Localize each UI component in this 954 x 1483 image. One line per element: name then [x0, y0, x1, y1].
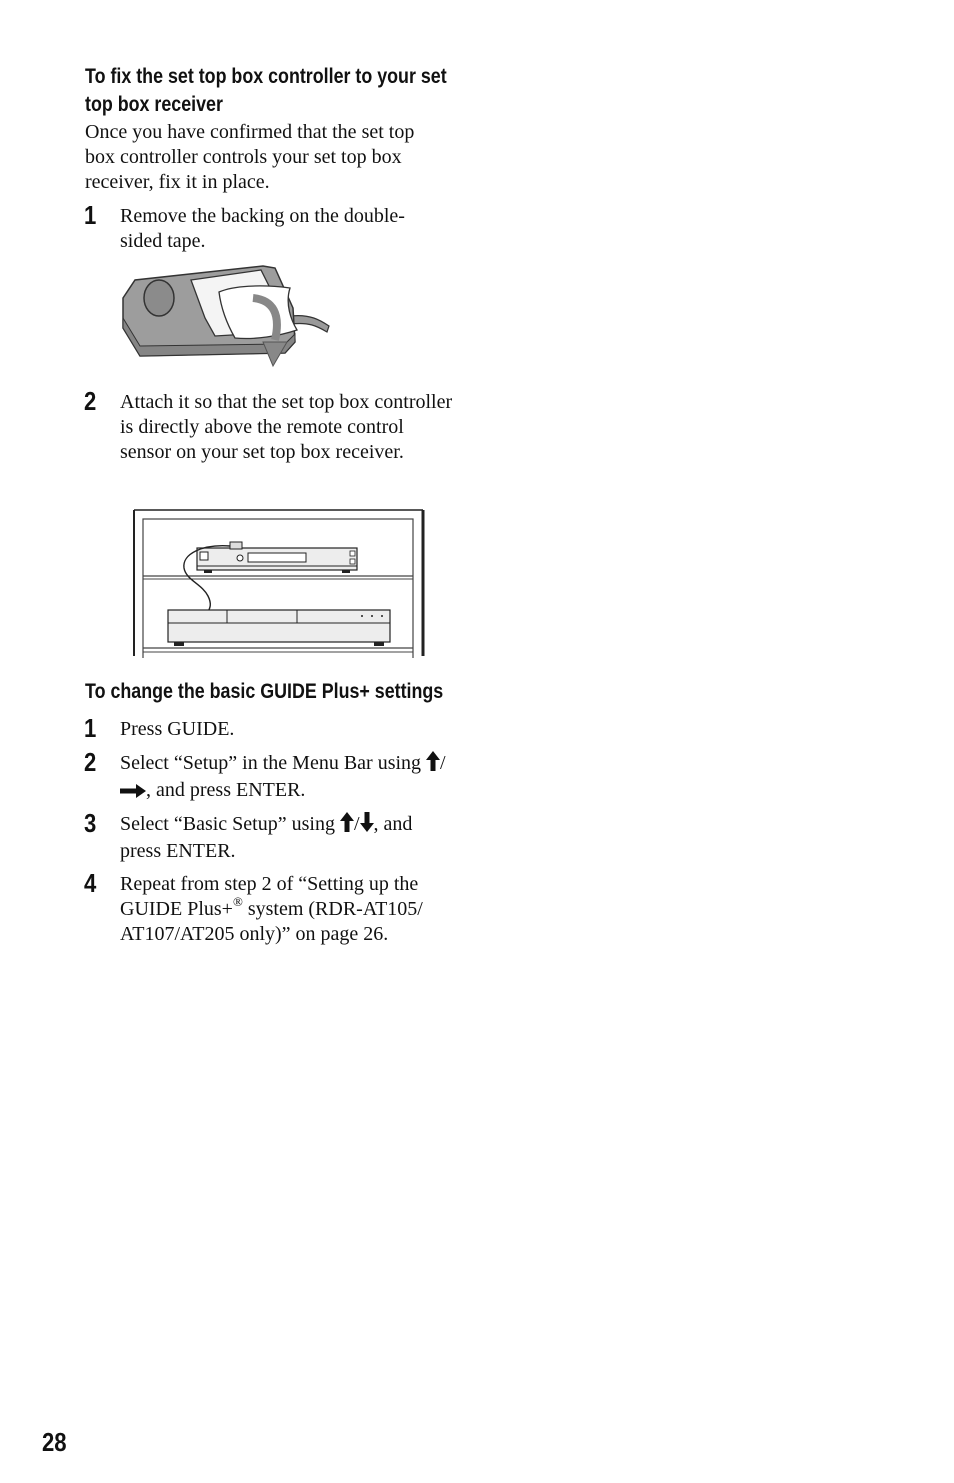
- arrow-down-icon: [360, 812, 374, 839]
- step-number: 1: [84, 713, 97, 743]
- registered-mark: ®: [232, 894, 243, 909]
- shelf-placement-illustration: [132, 508, 427, 658]
- intro-paragraph: Once you have confirmed that the set top box controller controls your set top box receiver, fix it in place.: [85, 121, 415, 193]
- page-number: 28: [42, 1427, 67, 1457]
- step-number: 2: [84, 747, 97, 777]
- arrow-up-icon: [426, 751, 440, 778]
- arrow-up-icon: [340, 812, 354, 839]
- section-heading-fix-controller: [85, 63, 447, 119]
- step-number: 4: [84, 868, 97, 898]
- heading-line-2: top box receiver: [85, 93, 223, 116]
- controller-tape-illustration: [115, 258, 340, 373]
- heading-line-1: To fix the set top box controller to your set: [85, 65, 447, 88]
- step-text: Attach it so that the set top box controller is directly above the remote control sensor on your set top box receiver.: [120, 391, 453, 463]
- step-number: 1: [84, 200, 97, 230]
- step-text: Select “Basic Setup” using / , and press ENTER.: [120, 813, 413, 862]
- step-text: Press GUIDE.: [120, 718, 235, 740]
- step-text: Select “Setup” in the Menu Bar using / , and press ENTER.: [120, 751, 465, 805]
- section-heading-guide-settings: To change the basic GUIDE Plus+ settings: [85, 680, 444, 703]
- arrow-right-icon: [120, 780, 146, 805]
- step-number: 3: [84, 808, 97, 838]
- step-text: Remove the backing on the double-sided tape.: [120, 205, 405, 252]
- step-text: Repeat from step 2 of “Setting up the GUIDE Plus+® system (RDR-AT105/ AT107/AT205 only)” on page 26.: [120, 873, 423, 945]
- step-number: 2: [84, 386, 97, 416]
